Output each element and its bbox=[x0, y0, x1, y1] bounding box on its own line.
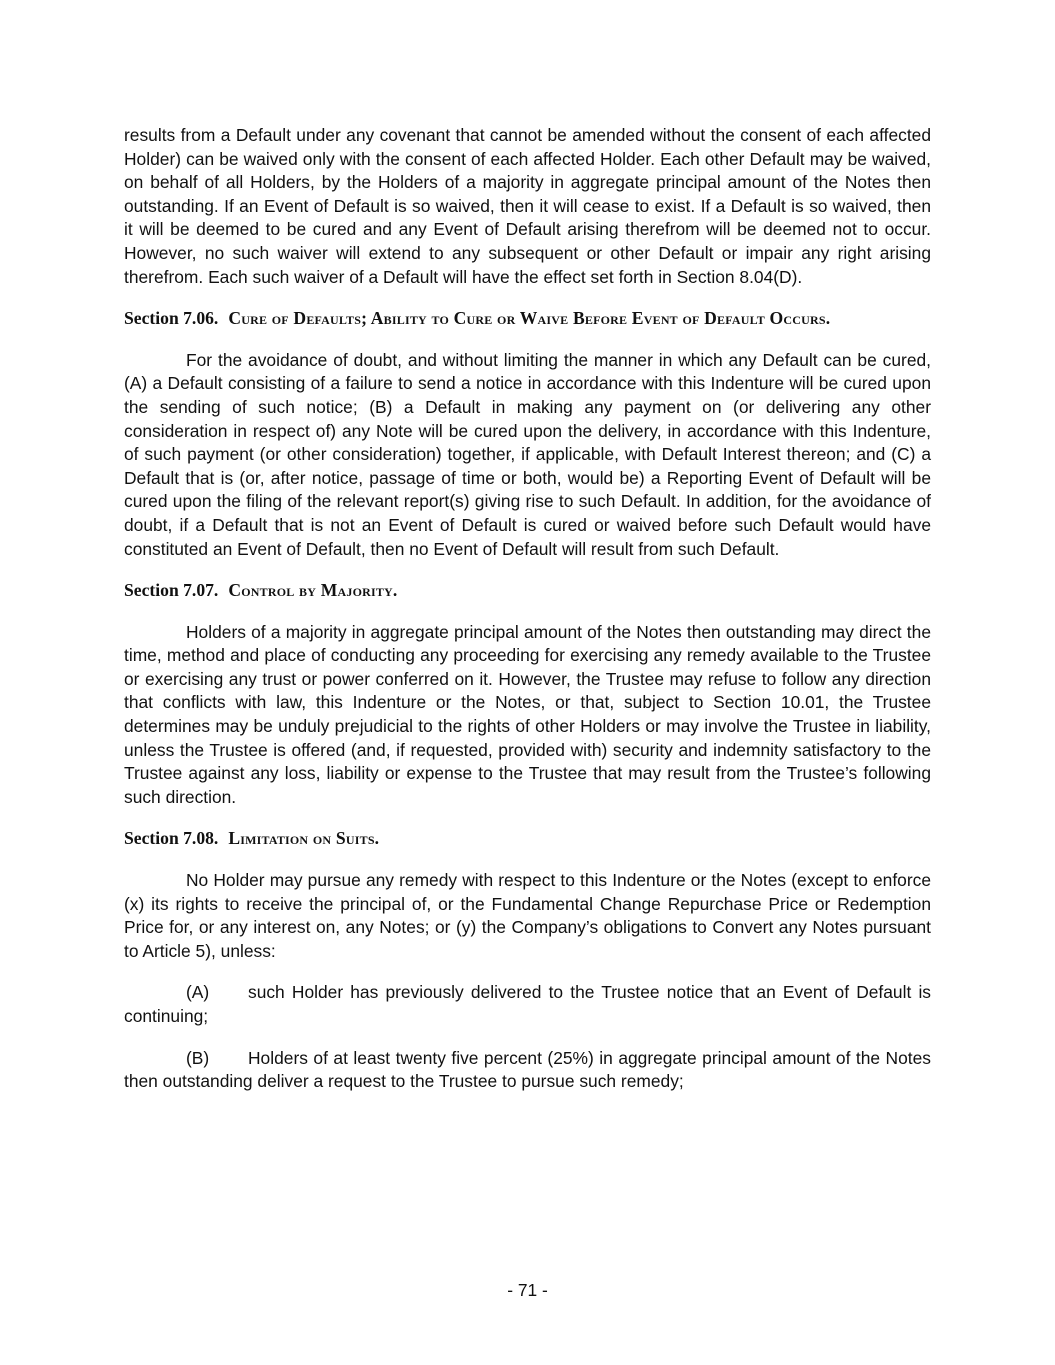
section-7-06-body: For the avoidance of doubt, and without limiting the manner in which any Default can be cured, (A) a Default consisting of a failure to send a notice in accordance with this Indenture will be cured upon the sending of such notice; (B) a Default in making any payment on (or delivering any other consideration in respect of) any Note will be cured upon the delivery, in accordance with this Indenture, of such payment (or other consideration) together, if applicable, with Default Interest thereon; and (C) a Default that is (or, after notice, passage of time or both, would be) a Reporting Event of Default will be cured upon the filing of the relevant report(s) giving rise to such Default. In addition, for the avoidance of doubt, if a Default that is not an Event of Default is cured or waived before such Default would have constituted an Event of Default, then no Event of Default will result from such Default. bbox=[124, 349, 931, 559]
carryover-paragraph: results from a Default under any covenant that cannot be amended without the consent of each affected Holder) can be waived only with the consent of each affected Holder. Each other Default may be waived, on behalf of all Holders, by the Holders of a majority in aggregate principal amount of the Notes then outstanding. If an Event of Default is so waived, then it will cease to exist. If a Default is so waived, then it will be deemed to be cured and any Event of Default arising therefrom will be deemed not to occur. However, no such waiver will extend to any subsequent or other Default or impair any right arising therefrom. Each such waiver of a Default will have the effect set forth in Section 8.04(D). bbox=[124, 125, 931, 287]
section-number: Section 7.08. bbox=[124, 828, 219, 849]
section-number: Section 7.06. bbox=[124, 308, 219, 329]
section-7-07-heading bbox=[124, 579, 931, 603]
list-item-text: such Holder has previously delivered to the Trustee notice that an Event of Default is continuing; bbox=[124, 982, 931, 1026]
list-marker: (B) bbox=[186, 1047, 210, 1068]
list-item-text: Holders of at least twenty five percent (25%) in aggregate principal amount of the Notes then outstanding deliver a request to the Trustee to pursue such remedy; bbox=[124, 1047, 931, 1092]
section-7-06-heading bbox=[124, 307, 931, 331]
section-title: Control by Majority. bbox=[228, 580, 398, 601]
page-number: - 71 - bbox=[507, 1280, 548, 1300]
section-7-08-heading bbox=[124, 827, 931, 851]
section-title: Limitation on Suits. bbox=[228, 828, 380, 849]
list-marker: (A) bbox=[186, 982, 210, 1003]
section-7-07-body: Holders of a majority in aggregate principal amount of the Notes then outstanding may direct the time, method and place of conducting any proceeding for exercising any remedy available to the Trustee or exercising any trust or power conferred on it. However, the Trustee may refuse to follow any direction that conflicts with law, this Indenture or the Notes, or that, subject to Section 10.01, the Trustee determines may be unduly prejudicial to the rights of other Holders or may involve the Trustee in liability, unless the Trustee is offered (and, if requested, provided with) security and indemnity satisfactory to the Trustee against any loss, liability or expense to the Trustee that may result from the Trustee’s following such direction. bbox=[124, 621, 931, 807]
section-7-08-body: No Holder may pursue any remedy with respect to this Indenture or the Notes (except to enforce (x) its rights to receive the principal of, or the Fundamental Change Repurchase Price or Redemption Price for, or any interest on, any Notes; or (y) the Company’s obligations to Convert any Notes pursuant to Article 5), unless: bbox=[124, 870, 931, 961]
section-number: Section 7.07. bbox=[124, 580, 219, 601]
document-page bbox=[124, 124, 931, 1094]
list-item-a bbox=[124, 981, 931, 1028]
section-title: Cure of Defaults; Ability to Cure or Waive Before Event of Default Occurs. bbox=[228, 308, 831, 329]
list-item-b bbox=[124, 1047, 931, 1094]
